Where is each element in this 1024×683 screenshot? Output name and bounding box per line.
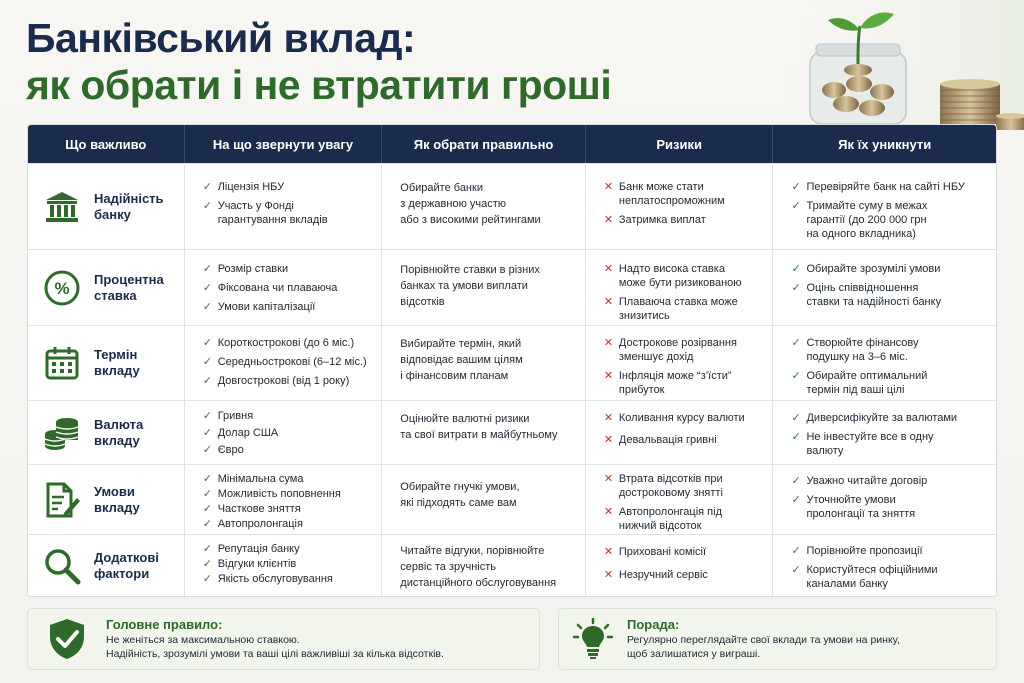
avoid-cell: [773, 164, 996, 249]
cross-icon: ✕: [603, 546, 614, 558]
avoid-cell: [773, 535, 996, 596]
cross-icon: ✕: [603, 506, 614, 518]
check-icon: ✓: [791, 494, 801, 506]
header-cell: Як їх уникнути: [838, 136, 932, 152]
check-icon: ✓: [202, 181, 212, 193]
list-item: ✓ Євро: [202, 444, 244, 456]
attention-cell: [185, 326, 383, 400]
magnifier-icon: [42, 546, 82, 586]
check-icon: ✓: [202, 444, 212, 456]
factor-name: Процентна ставка: [94, 271, 164, 303]
check-icon: ✓: [202, 488, 212, 500]
check-icon: ✓: [202, 573, 212, 585]
list-item: ✓ Гривня: [202, 410, 254, 422]
factor-cell: [28, 326, 185, 400]
list-item: ✕ Дострокове розірвання зменшує дохід: [603, 337, 737, 363]
list-item: ✓ Не інвестуйте все в одну валюту: [791, 431, 934, 457]
check-icon: ✓: [202, 263, 212, 275]
list-item: ✓ Уважно читайте договір: [791, 475, 928, 487]
list-item: ✓ Уточнюйте умови пролонгації та зняття: [791, 494, 916, 520]
check-icon: ✓: [791, 282, 801, 294]
list-item: ✓ Оцінь співвідношення ставки та надійності банку: [791, 282, 942, 308]
list-item: ✓ Можливість поповнення: [202, 488, 341, 500]
list-item: ✓ Якість обслуговування: [202, 573, 333, 585]
header-cell: Що важливо: [28, 125, 185, 163]
cross-icon: ✕: [603, 473, 614, 485]
list-item: ✓ Обирайте зрозумілі умови: [791, 263, 941, 275]
tip-box: [558, 608, 997, 670]
coin-jar-plant-illustration: [764, 0, 1024, 130]
table-row: [28, 249, 996, 325]
list-item: ✓ Ліцензія НБУ: [202, 181, 285, 193]
factor-name: Термін вкладу: [94, 347, 140, 378]
list-item: ✕ Приховані комісії: [603, 546, 707, 558]
check-icon: ✓: [791, 431, 801, 443]
risks-cell: [586, 250, 774, 325]
list-item: ✓ Диверсифікуйте за валютами: [791, 412, 958, 424]
page-subtitle: як обрати і не втратити гроші: [26, 62, 612, 108]
list-item: ✓ Тримайте суму в межах гарантії (до 200 000 грн на одного вкладника): [791, 200, 928, 240]
advice-text: Читайте відгуки, порівнюйте сервіс та зручність дистанційного обслуговування: [400, 545, 557, 589]
list-item: ✕ Затримка виплат: [603, 214, 706, 226]
advice-cell: [382, 250, 586, 325]
list-item: ✕ Девальвація гривні: [603, 434, 717, 446]
check-icon: ✓: [791, 412, 801, 424]
list-item: ✓ Розмір ставки: [202, 263, 289, 275]
check-icon: ✓: [202, 427, 212, 439]
list-item: ✓ Відгуки клієнтів: [202, 558, 297, 570]
check-icon: ✓: [202, 543, 212, 555]
factor-cell: [28, 164, 185, 249]
lightbulb-icon: [559, 618, 627, 660]
check-icon: ✓: [202, 558, 212, 570]
list-item: ✓ Репутація банку: [202, 543, 300, 555]
advice-text: Обирайте гнучкі умови, які підходять саме вам: [400, 481, 520, 509]
table-row: [28, 534, 996, 596]
risks-cell: [586, 401, 774, 464]
list-item: ✓ Долар США: [202, 427, 279, 439]
factor-name: Надійність банку: [94, 190, 164, 222]
document-pen-icon: [42, 480, 82, 520]
list-item: ✓ Часткове зняття: [202, 503, 301, 515]
risks-cell: [586, 535, 774, 596]
cross-icon: ✕: [603, 434, 614, 446]
list-item: ✓ Фіксована чи плаваюча: [202, 282, 338, 294]
title-block: [26, 14, 611, 108]
attention-cell: [185, 164, 383, 249]
attention-cell: [185, 401, 383, 464]
factor-name: Додаткові фактори: [94, 549, 159, 581]
list-item: ✓ Участь у Фонді гарантування вкладів: [202, 200, 328, 226]
factor-cell: [28, 535, 185, 596]
check-icon: ✓: [791, 181, 801, 193]
cross-icon: ✕: [603, 181, 614, 193]
list-item: ✓ Умови капіталізації: [202, 301, 316, 313]
cross-icon: ✕: [603, 214, 614, 226]
cross-icon: ✕: [603, 412, 614, 424]
table-header: [28, 125, 996, 163]
header-cell: Як обрати правильно: [382, 125, 586, 163]
check-icon: ✓: [791, 564, 801, 576]
list-item: ✓ Користуйтеся офіційними каналами банку: [791, 564, 938, 590]
risks-cell: [586, 164, 774, 249]
check-icon: ✓: [202, 410, 212, 422]
table-row: [28, 163, 996, 249]
check-icon: ✓: [791, 337, 801, 349]
list-item: ✓ Автопролонгація: [202, 518, 303, 530]
cross-icon: ✕: [603, 337, 614, 349]
advice-text: Обирайте банки з державною участю або з високими рейтингами: [400, 182, 541, 226]
list-item: ✕ Незручний сервіс: [603, 569, 708, 581]
check-icon: ✓: [791, 370, 801, 382]
factor-cell: [28, 250, 185, 325]
factor-name: Умови вкладу: [94, 483, 140, 515]
cross-icon: ✕: [603, 370, 614, 382]
attention-cell: [185, 535, 383, 596]
list-item: ✓ Обирайте оптимальний термін під ваші цілі: [791, 370, 928, 396]
advice-text: Порівнюйте ставки в різних банках та умови виплати відсотків: [400, 264, 540, 308]
factor-cell: [28, 465, 185, 534]
list-item: ✓ Створюйте фінансову подушку на 3–6 міс.: [791, 337, 919, 363]
main-rule-text: Не женіться за максимальною ставкою. Надійність, зрозумілі умови та ваші цілі важливіші за кілька відсотків.: [106, 634, 444, 660]
page-title: Банківський вклад:: [26, 15, 416, 61]
cross-icon: ✕: [603, 263, 614, 275]
check-icon: ✓: [791, 200, 801, 212]
list-item: ✓ Довгострокові (від 1 року): [202, 375, 350, 387]
list-item: ✓ Короткострокові (до 6 міс.): [202, 337, 355, 349]
shield-check-icon: [28, 617, 106, 661]
table-row: [28, 325, 996, 400]
check-icon: ✓: [202, 337, 212, 349]
advice-cell: [382, 465, 586, 534]
list-item: ✕ Плаваюча ставка може знизитись: [603, 296, 738, 322]
avoid-cell: [773, 465, 996, 534]
factor-name: Валюта вкладу: [94, 416, 144, 448]
list-item: ✕ Автопролонгація під нижчий відсоток: [603, 506, 722, 532]
avoid-cell: [773, 326, 996, 400]
avoid-cell: [773, 250, 996, 325]
main-rule-box: [27, 608, 540, 670]
attention-cell: [185, 465, 383, 534]
avoid-cell: [773, 401, 996, 464]
list-item: ✓ Мінімальна сума: [202, 473, 304, 485]
check-icon: ✓: [202, 503, 212, 515]
advice-text: Оцінюйте валютні ризики та свої витрати в майбутньому: [400, 413, 558, 441]
risks-cell: [586, 326, 774, 400]
comparison-table: [27, 124, 997, 597]
list-item: ✕ Інфляція може “з’їсти” прибуток: [603, 370, 732, 396]
advice-cell: [382, 164, 586, 249]
check-icon: ✓: [791, 475, 801, 487]
factor-cell: [28, 401, 185, 464]
table-row: [28, 464, 996, 534]
check-icon: ✓: [202, 301, 212, 313]
header-cell: На що звернути увагу: [185, 125, 383, 163]
advice-cell: [382, 535, 586, 596]
main-rule-title: Головне правило:: [106, 617, 223, 632]
table-row: [28, 400, 996, 464]
tip-title: Порада:: [627, 617, 680, 632]
calendar-icon: [42, 343, 82, 383]
svg-text:%: %: [54, 278, 70, 298]
bank-icon: [42, 187, 82, 227]
header-cell: Ризики: [586, 125, 774, 163]
coins-icon: [42, 413, 82, 453]
risks-cell: [586, 465, 774, 534]
check-icon: ✓: [202, 473, 212, 485]
cross-icon: ✕: [603, 569, 614, 581]
advice-cell: [382, 326, 586, 400]
cross-icon: ✕: [603, 296, 614, 308]
check-icon: ✓: [202, 356, 212, 368]
check-icon: ✓: [791, 263, 801, 275]
advice-text: Вибирайте термін, який відповідає вашим цілям і фінансовим планам: [400, 338, 523, 382]
list-item: ✕ Банк може стати неплатоспроможним: [603, 181, 725, 207]
check-icon: ✓: [202, 518, 212, 530]
check-icon: ✓: [202, 375, 212, 387]
list-item: ✕ Коливання курсу валюти: [603, 412, 745, 424]
check-icon: ✓: [791, 545, 801, 557]
check-icon: ✓: [202, 282, 212, 294]
list-item: ✕ Втрата відсотків при достроковому знятті: [603, 473, 723, 499]
list-item: ✕ Надто висока ставка може бути ризикованою: [603, 263, 742, 289]
list-item: ✓ Порівнюйте пропозиції: [791, 545, 923, 557]
attention-cell: [185, 250, 383, 325]
advice-cell: [382, 401, 586, 464]
list-item: ✓ Перевіряйте банк на сайті НБУ: [791, 181, 965, 193]
tip-text: Регулярно переглядайте свої вклади та умови на ринку, щоб залишатися у виграші.: [627, 634, 900, 660]
check-icon: ✓: [202, 200, 212, 212]
list-item: ✓ Середньострокові (6–12 міс.): [202, 356, 367, 368]
percent-icon: [42, 268, 82, 308]
